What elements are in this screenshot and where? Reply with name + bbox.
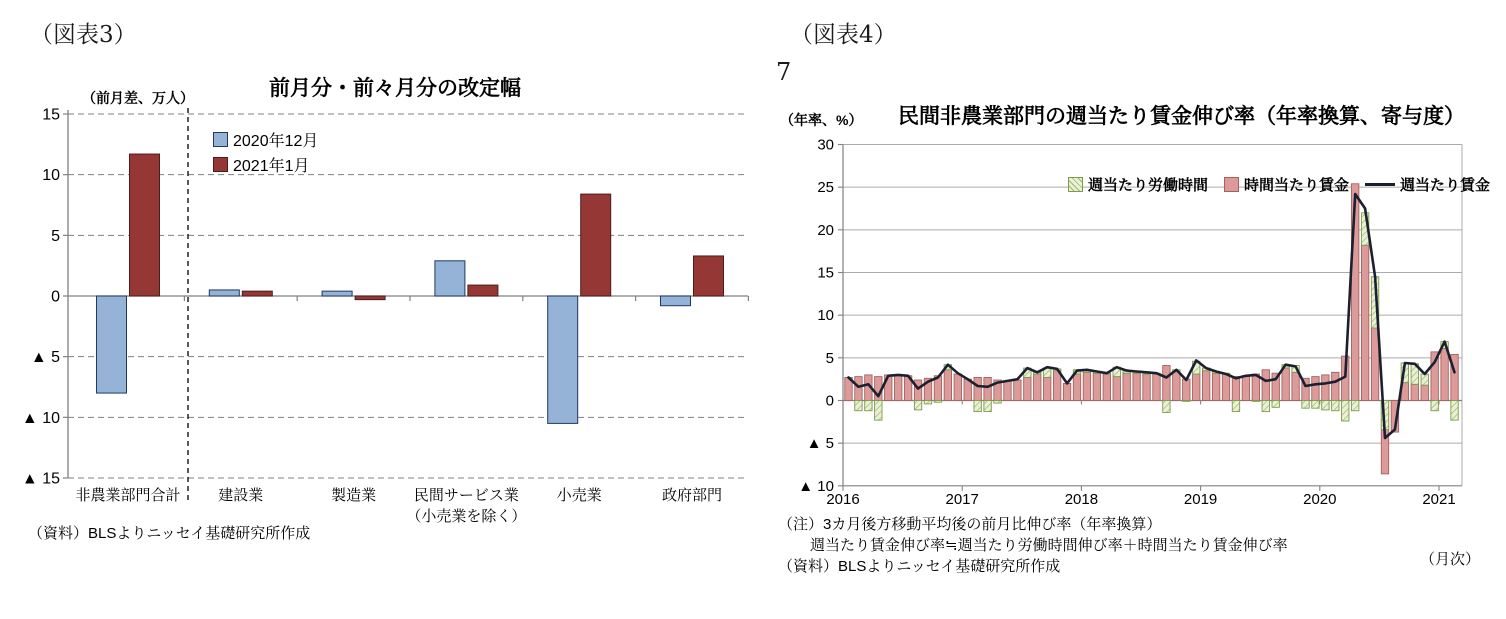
bar-weekly-hours <box>1272 401 1279 408</box>
x-tick-label: 2021 <box>1422 491 1456 508</box>
x-tick-label: 2017 <box>945 491 979 508</box>
bar-weekly-hours <box>934 401 941 403</box>
category-label: 小売業 <box>556 487 602 504</box>
bar-hourly-wage <box>1222 374 1229 400</box>
bar-2020年12月 <box>97 296 127 393</box>
figure3-title: 前月分・前々月分の改定幅 <box>269 77 521 100</box>
bar-hourly-wage <box>1093 373 1100 400</box>
bar-hourly-wage <box>1252 374 1259 400</box>
bar-hourly-wage <box>1322 375 1329 401</box>
bar-weekly-hours <box>924 401 931 404</box>
category-label: 民間サービス業 <box>413 487 519 504</box>
bar-hourly-wage <box>1073 374 1080 400</box>
figure3-unit-label: （前月差、万人） <box>82 90 194 106</box>
bar-weekly-hours <box>855 401 862 411</box>
bar-weekly-hours <box>1163 401 1170 413</box>
bar-weekly-hours <box>984 401 991 412</box>
y-tick-label: 0 <box>51 288 60 306</box>
bar-2021年1月 <box>581 194 611 296</box>
bar-hourly-wage <box>944 370 951 401</box>
bar-hourly-wage <box>914 380 921 400</box>
y-tick-label: 5 <box>825 349 834 367</box>
x-tick-label: 2019 <box>1183 491 1218 508</box>
bar-hourly-wage <box>1441 348 1448 400</box>
x-tick-label: 2018 <box>1064 491 1099 508</box>
y-tick-label: ▲ 5 <box>806 435 834 453</box>
bar-weekly-hours <box>1252 401 1259 402</box>
y-tick-label: 15 <box>42 106 60 124</box>
figure4-legend <box>1068 174 1506 195</box>
bar-hourly-wage <box>1332 372 1339 400</box>
bar-hourly-wage <box>1282 368 1289 400</box>
bar-2021年1月 <box>355 296 385 300</box>
bar-hourly-wage <box>1113 377 1120 401</box>
bar-hourly-wage <box>1123 373 1130 400</box>
bar-weekly-hours <box>1322 401 1329 410</box>
bar-hourly-wage <box>1421 385 1428 400</box>
bar-2021年1月 <box>242 291 272 296</box>
bar-hourly-wage <box>1232 377 1239 401</box>
bar-hourly-wage <box>1044 377 1051 400</box>
bar-hourly-wage <box>1083 372 1090 400</box>
y-tick-label: ▲ 5 <box>30 349 60 367</box>
y-tick-label: ▲ 10 <box>798 477 834 495</box>
bar-hourly-wage <box>1034 374 1041 400</box>
figure4-note-2: 週当たり賃金伸び率≒週当たり労働時間伸び率＋時間当たり賃金伸び率 <box>810 537 1288 554</box>
y-tick-label: 30 <box>817 136 834 154</box>
bar-2021年1月 <box>694 256 724 296</box>
bar-weekly-hours <box>875 401 882 421</box>
bar-hourly-wage <box>1312 377 1319 401</box>
figure4-note-1: （注）3カ月後方移動平均後の前月比伸び率（年率換算） <box>778 516 1162 533</box>
legend-label: 週当たり労働時間 <box>1088 177 1209 194</box>
y-tick-label: 20 <box>817 221 834 239</box>
bar-2020年12月 <box>548 296 578 423</box>
bar-hourly-wage <box>974 377 981 400</box>
bar-weekly-hours <box>1332 401 1339 411</box>
figure4-note-3: （資料）BLSよりニッセイ基礎研究所作成 <box>778 558 1061 575</box>
figure4-title: 民間非農業部門の週当たり賃金伸び率（年率換算、寄与度） <box>898 105 1465 128</box>
figure3-chart <box>22 107 748 525</box>
bar-hourly-wage <box>1242 376 1249 401</box>
x-tick-label: 2020 <box>1303 491 1337 508</box>
figure4-notes <box>778 514 1288 577</box>
bar-hourly-wage <box>1063 383 1070 400</box>
bar-hourly-wage <box>855 377 862 401</box>
bar-weekly-hours <box>1342 401 1349 421</box>
bar-hourly-wage <box>1292 372 1299 400</box>
bar-hourly-wage <box>1183 379 1190 400</box>
bar-2020年12月 <box>435 261 465 296</box>
figure3-tag: （図表3） <box>30 22 137 48</box>
bar-hourly-wage <box>1053 371 1060 401</box>
bar-weekly-hours <box>914 401 921 410</box>
x-tick-label: 2016 <box>826 491 860 508</box>
green-hatched-swatch-icon <box>1068 177 1083 192</box>
bar-hourly-wage <box>1411 384 1418 400</box>
bar-hourly-wage <box>1024 377 1031 400</box>
figure4-tag: （図表4） <box>790 22 897 48</box>
figure3-legend <box>213 127 318 177</box>
bar-hourly-wage <box>1262 370 1269 401</box>
bar-hourly-wage <box>1361 245 1368 400</box>
y-tick-label: 15 <box>817 264 834 282</box>
blue-swatch-icon <box>213 132 228 147</box>
bar-weekly-hours <box>974 401 981 412</box>
y-tick-label: 5 <box>51 227 60 245</box>
bar-hourly-wage <box>1153 374 1160 400</box>
category-label: 建設業 <box>218 487 264 504</box>
bar-hourly-wage <box>1133 373 1140 400</box>
legend-label: 2021年1月 <box>233 158 310 175</box>
pink-swatch-icon <box>1224 177 1239 192</box>
bar-2020年12月 <box>322 291 352 296</box>
legend-item-hourly-wage <box>1224 174 1349 195</box>
y-tick-label: 10 <box>42 167 60 185</box>
bar-hourly-wage <box>1103 374 1110 400</box>
bar-weekly-hours <box>1262 401 1269 412</box>
legend-label: 2020年12月 <box>233 133 319 150</box>
bar-weekly-hours <box>1232 401 1239 412</box>
bar-weekly-hours <box>1351 401 1358 411</box>
red-swatch-icon <box>213 157 228 172</box>
bar-weekly-hours <box>1183 401 1190 402</box>
y-tick-label: 0 <box>825 392 834 410</box>
legend-item-2021jan <box>213 153 310 176</box>
y-tick-label: 10 <box>817 307 834 325</box>
bar-weekly-hours <box>865 401 872 411</box>
bar-hourly-wage <box>1212 373 1219 400</box>
bar-2021年1月 <box>130 154 160 296</box>
bar-hourly-wage <box>1004 381 1011 401</box>
bar-weekly-hours <box>1451 401 1458 421</box>
bar-hourly-wage <box>894 375 901 401</box>
bar-hourly-wage <box>984 377 991 400</box>
bar-hourly-wage <box>1202 371 1209 401</box>
y-tick-label: ▲ 15 <box>21 470 60 488</box>
page-number: 7 <box>776 58 792 86</box>
y-tick-label: ▲ 10 <box>21 409 60 427</box>
bar-2020年12月 <box>209 290 239 296</box>
figure3-source: （資料）BLSよりニッセイ基礎研究所作成 <box>28 525 311 542</box>
legend-item-hours <box>1068 174 1208 195</box>
bar-hourly-wage <box>1143 374 1150 400</box>
figure4-unit-label: （年率、%） <box>780 112 863 128</box>
bar-weekly-hours <box>1421 374 1428 385</box>
bar-hourly-wage <box>1014 380 1021 400</box>
legend-item-weekly-wage <box>1365 174 1490 195</box>
bar-2021年1月 <box>468 285 498 296</box>
category-label: 政府部門 <box>661 487 723 504</box>
bar-hourly-wage <box>1163 366 1170 401</box>
figure4-axis-note: （月次） <box>1420 551 1481 568</box>
navy-line-swatch-icon <box>1365 183 1395 186</box>
bar-hourly-wage <box>1173 371 1180 400</box>
bar-hourly-wage <box>954 374 961 400</box>
bar-2020年12月 <box>661 296 691 306</box>
category-label: 非農業部門合計 <box>75 487 181 504</box>
legend-label: 週当たり賃金 <box>1400 177 1491 194</box>
bar-weekly-hours <box>1302 401 1309 409</box>
bar-weekly-hours <box>1312 401 1319 409</box>
y-tick-label: 25 <box>817 179 834 197</box>
legend-item-2020dec <box>213 128 318 151</box>
bar-weekly-hours <box>1431 401 1438 411</box>
bar-hourly-wage <box>1193 374 1200 400</box>
bar-weekly-hours <box>994 401 1001 404</box>
category-label: （小売業を除く） <box>406 508 527 525</box>
category-label: 製造業 <box>331 487 377 504</box>
legend-label: 時間当たり賃金 <box>1244 177 1350 194</box>
